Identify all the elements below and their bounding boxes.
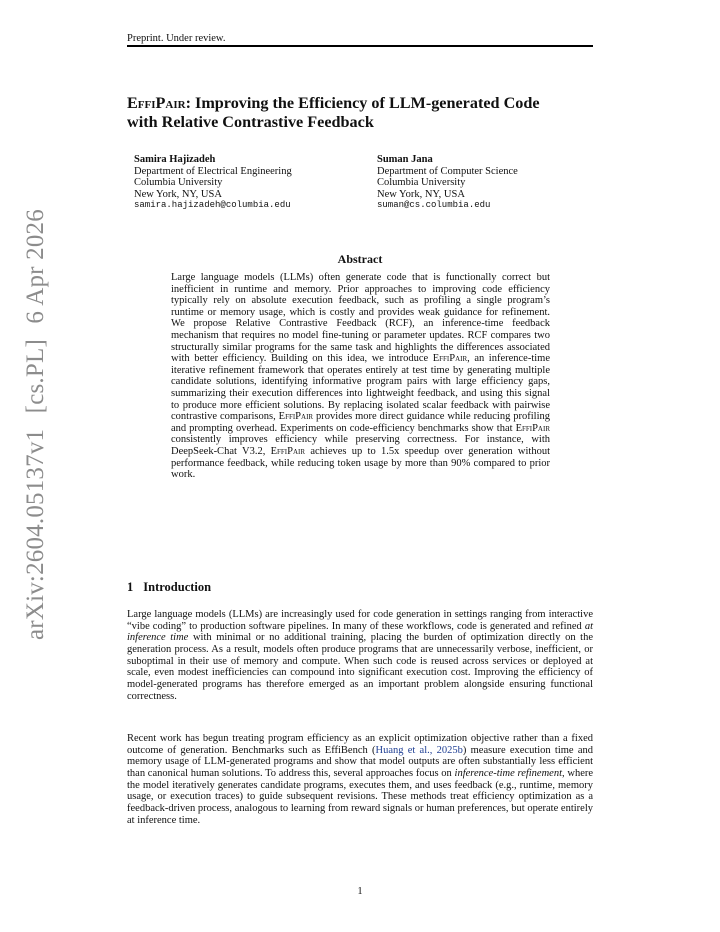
author-location: New York, NY, USA [377,188,465,200]
author-name: Suman Jana [377,154,433,165]
author-location: New York, NY, USA [134,188,222,200]
author-block-1 [134,154,364,212]
section-number: 1 [127,580,134,594]
author-block-2 [377,154,592,212]
author-name: Samira Hajizadeh [134,154,216,165]
paragraph-text: ) measure execution time and memory usage of LLM-generated programs and show that model outputs are often substantially less efficient than canonical human solutions. To address this, several approaches focus on [127,744,593,779]
author-university: Columbia University [377,177,466,189]
title-method-name: EffiPair [127,94,186,112]
emphasis-text: at inference time [127,620,593,644]
citation-link[interactable]: Huang et al., 2025b [375,744,463,756]
method-name: EffiPair [270,445,306,457]
abstract-segment: achieves up to 1.5x speedup over generation without performance feedback, while reducing token usage by more than 90% compared to prior work. [171,445,550,481]
arxiv-date: 6 Apr 2026 [22,209,49,324]
author-email[interactable]: samira.hajizadeh@columbia.edu [134,200,291,211]
author-university: Columbia University [134,177,223,189]
abstract-segment: provides more direct guidance while reducing profiling and prompting overhead. Experiments on code-efficiency benchmarks show that [171,411,551,434]
paragraph-text: , where the model iteratively generates candidate programs, executes them, and uses feedback (e.g., runtime, memory usage, or execution traces) to guide subsequent revisions. These methods treat efficiency optimization as a feedback-driven process, analogous to learning from reward signals or human preferences, but operate entirely at inference time. [127,767,594,826]
section-title: Introduction [143,580,212,594]
abstract-heading: Abstract [337,252,383,266]
arxiv-category: [cs.PL] [22,339,49,414]
title-line-2: with Relative Contrastive Feedback [127,113,374,131]
title-line-1: : Improving the Efficiency of LLM-generated Code [185,94,540,112]
paragraph-text: with minimal or no additional training, placing the burden of optimization directly on the generation process. As a result, models often produce programs that are unnecessarily verbose, inefficient, or suboptimal in their use of memory and compute. When such code is reused across services or deployed at scale, even modest inefficiencies can compound into significant execution cost. Improving the efficiency of model-generated programs has therefore emerged as an important problem alongside ensuring functional correctness. [127,632,593,702]
method-name: EffiPair [432,353,468,365]
intro-paragraph-1 [127,609,593,702]
author-email[interactable]: suman@cs.columbia.edu [377,200,491,211]
section-heading [127,580,593,595]
method-name: EffiPair [278,411,314,423]
author-department: Department of Electrical Engineering [134,165,292,177]
abstract-text [171,272,550,481]
method-name: EffiPair [515,422,550,434]
paragraph-text: Large language models (LLMs) are increasingly used for code generation in settings ranging from interactive “vibe coding” to production software pipelines. In many of these workflows, code is generated and refined [127,609,593,632]
abstract-segment: , an inference-time iterative refinement framework that operates entirely at test time by generating multiple candidate solutions, identifying informative program pairs with large efficiency gaps, summarizing their execution differences into lightweight feedback, and using this signal to produce more efficient solutions. By replacing isolated scalar feedback with pairwise contrastive comparisons, [171,353,550,423]
arxiv-identifier [22,209,50,640]
abstract-segment: consistently improves efficiency while preserving correctness. For instance, with DeepSeek-Chat V3.2, [171,434,550,457]
intro-paragraph-2 [127,733,593,826]
author-department: Department of Computer Science [377,165,518,177]
abstract-segment: Large language models (LLMs) often generate code that is functionally correct but inefficient in runtime and memory. Prior approaches to improving code efficiency typically rely on absolute execution feedback, such as profiling a single program’s runtime or memory usage, which is costly and provides weak guidance for refinement. We propose Relative Contrastive Feedback (RCF), an inference-time feedback mechanism that requires no model fine-tuning or parameter updates. RCF compares two structurally similar programs for the same task and highlights the differences associated with better efficiency. Building on this idea, we introduce [171,272,550,365]
paragraph-text: Recent work has begun treating program efficiency as an explicit optimization objective rather than a fixed outcome of generation. Benchmarks such as EffiBench ( [127,733,593,756]
header-rule [127,45,593,47]
running-header: Preprint. Under review. [127,33,226,44]
page-number: 1 [357,886,363,897]
paper-title [127,94,607,132]
emphasis-text: inference-time refinement [454,767,563,779]
arxiv-id: arXiv:2604.05137v1 [22,428,49,640]
